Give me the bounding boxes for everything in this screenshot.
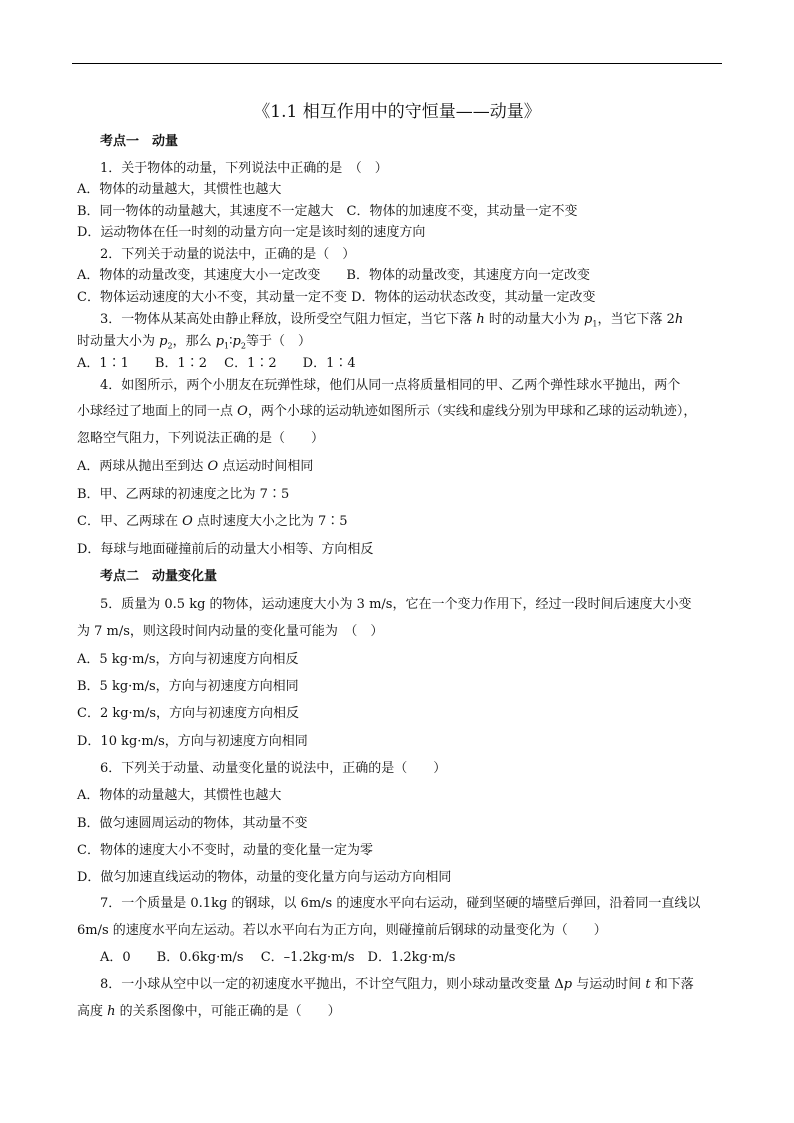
q4-line-1: 4．如图所示，两个小朋友在玩弹性球，他们从同一点将质量相同的甲、乙两个弹性球水平抛出，两个	[100, 378, 681, 393]
q1-option-d: D．运动物体在任一时刻的动量方向一定是该时刻的速度方向	[77, 225, 426, 240]
q6-option-a: A．物体的动量越大，其惯性也越大	[77, 788, 282, 803]
header-rule	[72, 63, 722, 64]
q2-options-cd: C．物体运动速度的大小不变，其动量一定不变 D．物体的运动状态改变，其动量一定改变	[77, 290, 596, 305]
q5-option-b: B．5 kg·m/s，方向与初速度方向相同	[77, 679, 299, 694]
q5-line-2: 为 7 m/s，则这段时间内动量的变化量可能为 （ ）	[77, 624, 384, 639]
q1-options-bc: B．同一物体的动量越大，其速度不一定越大 C．物体的加速度不变，其动量一定不变	[77, 204, 578, 219]
q1-option-a: A．物体的动量越大，其惯性也越大	[77, 182, 282, 197]
section-heading-1: 考点一 动量	[100, 134, 179, 149]
q3-line-2: 时动量大小为 $p_2$，那么 $p_1∶p_2$等于（ ）	[77, 334, 311, 351]
q8-line-1: 8．一小球从空中以一定的初速度水平抛出，不计空气阻力，则小球动量改变量 Δp 与运动时间 t 和下落	[100, 977, 694, 992]
q4-option-d: D．每球与地面碰撞前后的动量大小相等、方向相反	[77, 542, 374, 557]
q5-option-d: D．10 kg·m/s，方向与初速度方向相同	[77, 734, 308, 749]
q6-option-b: B．做匀速圆周运动的物体，其动量不变	[77, 816, 308, 831]
q4-line-2: 小球经过了地面上的同一点 O，两个小球的运动轨迹如图所示（实线和虚线分别为甲球和乙球的运动轨迹），	[77, 404, 697, 419]
q5-option-a: A．5 kg·m/s，方向与初速度方向相反	[77, 652, 299, 667]
q7-line-2: 6m/s 的速度水平向左运动。若以水平向右为正方向，则碰撞前后钢球的动量变化为（ ）	[77, 923, 607, 938]
q6-stem: 6．下列关于动量、动量变化量的说法中，正确的是（ ）	[100, 761, 447, 776]
q3-line-1: 3．一物体从某高处由静止释放，设所受空气阻力恒定，当它下落 h 时的动量大小为 $p_1$，当它下落 2h	[100, 312, 684, 329]
q2-stem: 2．下列关于动量的说法中，正确的是（ ）	[100, 247, 356, 262]
q4-line-3: 忽略空气阻力，下列说法正确的是（ ）	[77, 431, 325, 446]
q4-option-a: A．两球从抛出至到达 O 点运动时间相同	[77, 459, 314, 474]
q6-option-d: D．做匀加速直线运动的物体，动量的变化量方向与运动方向相同	[77, 870, 452, 885]
q6-option-c: C．物体的速度大小不变时，动量的变化量一定为零	[77, 843, 373, 858]
q5-line-1: 5．质量为 0.5 kg 的物体，运动速度大小为 3 m/s，它在一个变力作用下，经过一段时间后速度大小变	[100, 597, 692, 612]
q7-options: A．0 B．0.6kg·m/s C．–1.2kg·m/s D．1.2kg·m/s	[100, 950, 456, 965]
q2-options-ab: A．物体的动量改变，其速度大小一定改变 B．物体的动量改变，其速度方向一定改变	[77, 268, 590, 283]
q4-option-b: B．甲、乙两球的初速度之比为 7∶5	[77, 487, 290, 502]
page-title: 《1.1 相互作用中的守恒量——动量》	[253, 102, 541, 122]
section-heading-2: 考点二 动量变化量	[100, 569, 218, 584]
q8-line-2: 高度 h 的关系图像中，可能正确的是（ ）	[77, 1004, 341, 1019]
q5-option-c: C．2 kg·m/s，方向与初速度方向相反	[77, 706, 300, 721]
q7-line-1: 7．一个质量是 0.1kg 的钢球，以 6m/s 的速度水平向右运动，碰到坚硬的墙壁后弹回，沿着同一直线以	[100, 896, 701, 911]
q4-option-c: C．甲、乙两球在 O 点时速度大小之比为 7∶5	[77, 514, 348, 529]
q1-stem: 1．关于物体的动量，下列说法中正确的是 （ ）	[100, 161, 388, 176]
q3-options: A．1∶1 B．1∶2 C．1∶2 D．1∶4	[77, 356, 356, 371]
